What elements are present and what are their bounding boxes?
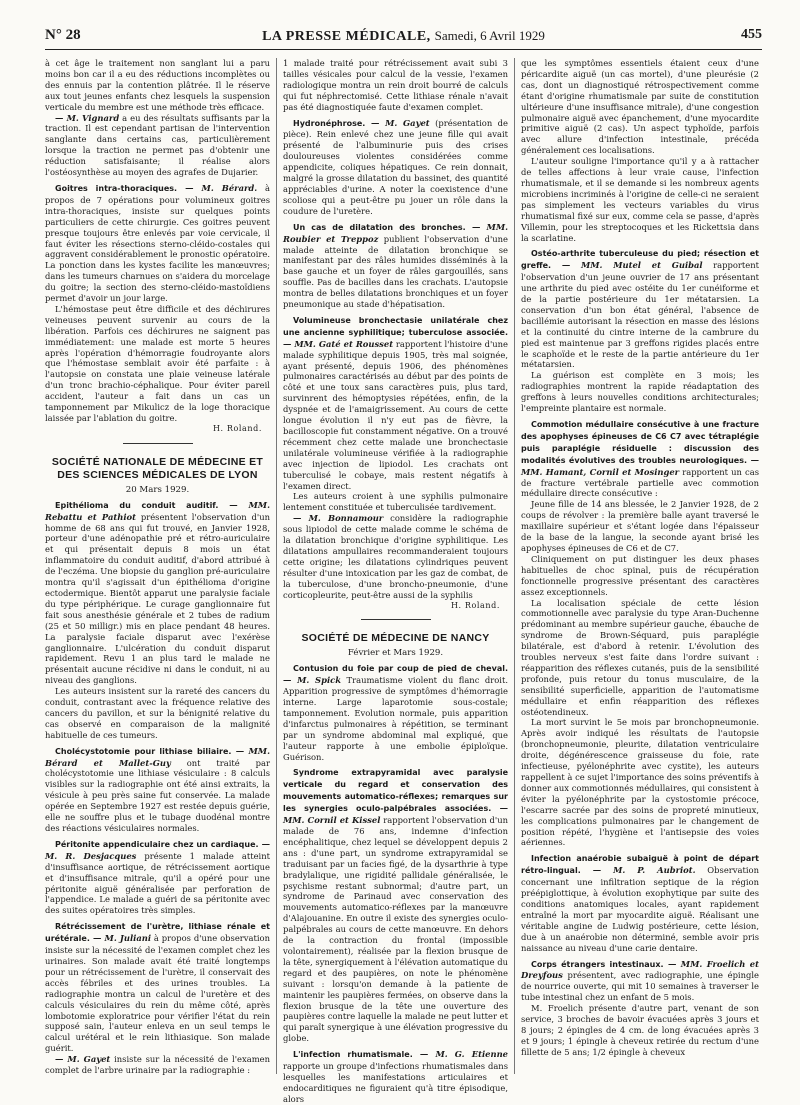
article (283, 767, 508, 1044)
paragraph: M. Froelich présente d'autre part, venant de son service, 3 broches de bavoir évacuées après 3 jours et 8 jours; 2 épingles de 4 cm. de long évacuées après 3 et 9 jours; 1 épingle à cheveux retirée du rectum d'une fillette de 5 ans; 1/2 épingle à cheveux (521, 1003, 759, 1057)
body-text: rapportent l'observation d'un jeune ouvrier de 17 ans présentant une arthrite du pied avec ostéite du 1er cunéiforme et de la partie postérieure du 1er métatarsien. La conservation d'un bon état général, l'absence de bacillémie autorisant la résection en masse des lésions et la continuité du cintre interne de la cambrure du pied est maintenue par 3 greffons rigides placés entre le scaphoïde et le reste de la partie antérieure du 1er métatarsien. (521, 260, 760, 370)
author: — MM. Roubier et Treppoz (283, 221, 509, 244)
author: — M. R. Desjacques (45, 838, 270, 861)
article (45, 839, 270, 916)
article (283, 1049, 508, 1105)
paragraph: Cliniquement on put distinguer les deux phases habituelles de choc spinal, puis de récupération fonctionnelle progressive présentant des caractères assez exceptionnels. (521, 553, 759, 597)
body-text: considère la radiographie sous lipiodol de cette malade comme le schéma de la dilatation bronchique d'origine syphilitique. Les dilatations ampullaires recommanderaient toujours cette origine; les dilatations cylindriques peuvent résulter d'une intoxication par les gaz de combat, de la tuberculose, d'une broncho-pneumonie, d'une corticopleurite, peut-être aussi de la syphilis (283, 513, 508, 600)
article (283, 663, 508, 762)
article-title: Volumineuse bronchectasie unilatérale chez une ancienne syphilitique; tuberculose associée. (283, 315, 508, 337)
paragraph: Jeune fille de 14 ans blessée, le 2 Janvier 1928, de 2 coups de révolver : la première balle ayant traversé le maxillaire supérieur et s'étant logée dans l'épaisseur de la base de la langue, la seconde ayant brisé les apophyses épineuses de C6 et de C7. (521, 499, 759, 553)
paragraph (45, 1054, 270, 1076)
article-title: Goitres intra-thoraciques. (55, 183, 178, 193)
issue-number: N° 28 (45, 27, 81, 43)
article (521, 248, 759, 370)
article (283, 315, 508, 492)
journal-name: LA PRESSE MÉDICALE, (262, 29, 431, 44)
paragraph: 1 malade traité pour rétrécissement avait subi 3 tailles vésicales pour calcul de la vessie, l'examen radiologique montra un rein droit bourré de calculs qui fut néphrectomisé. Cette lithiase rénale n'avait pas été diagnostiquée faute d'examen complet. (283, 58, 508, 112)
author: — MM. Cornil et Kissel (283, 803, 508, 826)
author: — M. Spick (283, 675, 342, 686)
author: — MM. Froelich et Dreyfous (521, 958, 759, 981)
body-text: présente 1 malade atteint d'insuffisance aortique, de rétrécissement aortique et d'insuffisance mitrale, qu'il a opéré pour une péritonite aiguë généralisée par perforation de l'appendice. Le malade a guéri de sa péritonite avec des suites opératoires très simples. (45, 850, 270, 916)
author: — M. Bonnamour (293, 513, 384, 524)
author: — MM. Bérard et Mallet-Guy (45, 745, 270, 768)
journal-title (45, 28, 762, 45)
body-text: présentent l'observation d'un homme de 68 ans qui fut trouvé, en Janvier 1928, porteur d'une adénopathie pré et rétro-auriculaire et qui présentait depuis 8 mois un état inflammatoire du conduit auditif, d'abord attribué à de l'eczéma. Une biopsie du ganglion pré-auriculaire montra qu'il s'agissait d'un épithélioma d'origine ectodermique. Bientôt apparut une paralysie faciale du type périphérique. Le curage ganglionnaire fut fait sous anesthésie générale et 2 tubes de radium (25 et 50 milligr.) mis en place pendant 48 heures. La paralysie faciale disparut avec l'exérèse ganglionnaire. L'ulcération du conduit disparut rapidement. Revu 1 an plus tard le malade ne présentait aucune récidive ni dans le conduit, ni au niveau des ganglions. (45, 511, 270, 686)
body-text: rapporte un groupe d'infections rhumatismales dans lesquelles les manifestations articulaires et endocarditiques ne figuraient qu'à titre épisodique, alors (283, 1061, 508, 1104)
author: — MM. Rebattu et Pathiot (45, 499, 270, 522)
author: — M. Gayet (55, 1054, 111, 1065)
signature: H. Roland. (212, 423, 262, 433)
author: — M. Juliani (89, 933, 152, 944)
body-text: Observation concernant une infiltration septique de la région préépiglottique, à évolution exophytique par suite des conditions anatomiques locales, ayant rapidement entraîné la mort par myocardite aiguë. Réalisant une véritable angine de Ludwig postérieure, cette lésion, due à un anaérobie non déterminé, semble avoir pris naissance au niveau d'une carie dentaire. (521, 865, 759, 953)
paragraph: La mort survint le 5e mois par bronchopneumonie. Après avoir indiqué les résultats de l'autopsie (bronchopneumonie, pleurite, dilatation ventriculaire droite, dégénérescence graisseuse du foie, rate infectieuse, pyélonéphrite avec cystite), les auteurs rappellent à ce sujet l'importance des soins préventifs à donner aux commotionnés médullaires, qui consistent à éviter la pyélonéphrite par la cystostomie précoce, l'escarre sacrée par des soins de propreté minutieux, les complications pulmonaires par le changement de position répété, l'hygiène et l'antisepsie des voies aériennes. (521, 717, 759, 848)
article-title: Commotion médullaire consécutive à une fracture des apophyses épineuses de C6 C7 avec tétraplégie puis paraplégie résiduelle : discussion des modalités évolutives des troubles neurologiques. (521, 420, 759, 465)
author: — MM. Gaté et Rousset (283, 338, 394, 349)
body-text: publient l'observation d'une malade atteinte de dilatation bronchique se manifestant par des râles humides disséminés à la base gauche et un foyer de râles gargouillés, sans souffle. Pas de bacilles dans les crachats. L'autopsie montra de belles dilatations bronchiques et un foyer pneumonique au stade d'hépatisation. (283, 233, 508, 310)
paragraph: que les symptômes essentiels étaient ceux d'une péricardite aiguë (un cas mortel), d'une pleurésie (2 cas, dont un diagnostiqué rétrospectivement comme étant d'origine rhumatismale par suite de constitution ultérieure d'une insuffisance mitrale), d'une congestion pulmonaire aiguë avec épanchement, d'une myocardite primitive aiguë (2 cas). Un aspect typhoïde, parfois avec allure d'infection intestinale, précéda généralement ces localisations. (521, 58, 759, 156)
column-1 (45, 58, 270, 1082)
body-text: rapportent un cas de fracture vertébrale partielle avec commotion médullaire directe consécutive : (521, 466, 760, 499)
article (521, 959, 759, 1004)
author: — MM. Hamant, Cornil et Mosinger (521, 454, 760, 477)
column-divider (514, 58, 515, 1074)
article (45, 746, 270, 834)
paragraph: Les auteurs croient à une syphilis pulmonaire lentement constituée et tuberculisée tardivement. (283, 491, 508, 513)
paragraph: à cet âge le traitement non sanglant lui a paru moins bon car il a eu des réductions incomplètes ou des ennuis par la contention plâtrée. Il le réserve aux tout jeunes enfants chez lesquels la suspension verticale du membre est une méthode très efficace. (45, 58, 270, 112)
body-text: (présentation de pièce). Rein enlevé chez une jeune fille qui avait présenté de l'albuminurie puis des crises douloureuses violentes considérées comme appendicite, coliques hépatiques. Ce rein donnait, malgré la grosse dilatation du bassinet, des quantité appréciables d'urine. A noter la coexistence d'une scoliose qui a peut-être pu jouer un rôle dans la coudure de l'uretère. (283, 117, 509, 216)
article (283, 222, 508, 310)
body-text: rapportent l'histoire d'une malade syphilitique depuis 1905, très mal soignée, ayant présenté, depuis 1906, des phénomènes pulmonaires caractérisés au début par des points de côté et une toux sans caractères puis, plus tard, survinrent des hémoptysies répétées, enfin, de la dyspnée et de l'amaigrissement. Au cours de cette longue évolution il n'y eut pas de fièvre, la bacilloscopie fut constamment négative. On a trouvé récemment chez cette malade une bronchectasie unilatérale volumineuse vérifiée à la radiographie avec injection de lipiodol. Les crachats ont tuberculisé le cobaye, mais restent négatifs à l'examen direct. (283, 338, 508, 491)
body-text: insiste sur la nécessité de l'examen complet de l'arbre urinaire par la radiographie : (45, 1054, 270, 1076)
issue-date: Samedi, 6 Avril 1929 (434, 28, 545, 43)
body-text: ont traité par cholécystotomie une lithiase vésiculaire : 8 calculs visibles sur la radiographie ont été ainsi extraits, la vésicule à peu près saine fut conservée. La malade opérée en Septembre 1927 est restée depuis guérie, elle ne souffre plus et le tubage duodénal montre des réactions vésiculaires normales. (45, 757, 270, 833)
paragraph: La guérison est complète en 3 mois; les radiographies montrent la rapide réadaptation des greffons à leurs nouvelles conditions architecturales; l'empreinte plantaire est normale. (521, 370, 759, 414)
paragraph (283, 513, 508, 600)
article-title: Epithélioma du conduit auditif. (55, 500, 219, 510)
body-text: rapportent l'observation d'un malade de 76 ans, indemne d'infection encéphalitique, chez lequel se développent depuis 2 ans : d'une part, un syndrome extrapyramidal se traduisant par un facies figé, de la dysarthrie à type bradylalique, une rigidité pallidale généralisée, le psychisme restant subnormal; d'autre part, un syndrome de Parinaud avec conservation des mouvements automatico-réflexes par la manœuvre d'Alajouanine. En outre il existe des synergies oculo-palpébrales au cours de cette manœuvre. En dehors de la contraction du frontal (impossible volontairement), réalisée par la flexion brusque de la tête, synergiquement à l'élévation automatique du regard et des paupières, on note le phénomène suivant : lorsqu'on demande à la patiente de maintenir les paupières fermées, on observe dans la flexion brusque de la tête une ouverture des paupières contre laquelle la malade ne peut lutter et qui paraît synergique à une élévation progressive du globe. (283, 815, 508, 1044)
paragraph: L'auteur souligne l'importance qu'il y a à rattacher de telles affections à leur vraie cause, l'infection rhumatismale, et il se demande si les nombreux agents microbiens incriminés à l'origine de celle-ci ne seraient pas simplement les vecteurs variables du virus rhumatismal fixé sur eux, comme cela se passe, d'après Villemin, pour les streptocoques et les Rickettsia dans la scarlatine. (521, 156, 759, 243)
society-heading: SOCIÉTÉ DE MÉDECINE DE NANCY (301, 632, 490, 645)
page-number: 455 (741, 27, 762, 42)
separator-rule (123, 443, 193, 444)
article (45, 500, 270, 686)
article-title: Hydronéphrose. (293, 118, 366, 128)
article-title: Contusion du foie par coup de pied de cheval. (293, 664, 508, 674)
author: — MM. Mutel et Guibal (551, 260, 703, 271)
article-title: Ostéo-arthrite tuberculeuse du pied; résection et greffe. (521, 249, 759, 271)
body-text: Traumatisme violent du flanc droit. Apparition progressive de symptômes d'hémorragie interne. Large laparotomie sous-costale; tamponnement. Evolution normale, puis apparition d'infarctus pulmonaires à répétition, se terminant par un syndrome abdominal mal expliqué, que l'auteur rapporte à une embolie épiploïque. Guérison. (283, 675, 508, 762)
separator-rule (361, 619, 431, 620)
author: — M. G. Etienne (412, 1049, 509, 1060)
page-header (45, 27, 762, 50)
signature: H. Roland. (450, 600, 500, 610)
session-date: Février et Mars 1929. (347, 648, 444, 659)
article-title: Cholécystotomie pour lithiase biliaire. (55, 746, 232, 756)
author: — M. Gayet (365, 117, 430, 128)
session-date: 20 Mars 1929. (125, 484, 190, 495)
article (45, 183, 270, 304)
article-title: Corps étrangers intestinaux. (531, 959, 664, 969)
column-2 (283, 58, 509, 1104)
article-title: Rétrécissement de l'urètre, lithiase rénale et urétérale. (45, 922, 270, 944)
society-heading: SOCIÉTÉ NATIONALE DE MÉDECINE ET DES SCIENCES MÉDICALES DE LYON (51, 455, 264, 481)
article-title: L'infection rhumatismale. (293, 1050, 413, 1060)
article (521, 419, 759, 499)
article-title: Un cas de dilatation des bronches. (293, 222, 466, 232)
author: — M. Bérard. (177, 182, 258, 193)
author: — M. P. Aubriot. (580, 865, 696, 876)
article (521, 853, 759, 953)
body-text: présentent, avec radiographie, une épingle de nourrice ouverte, qui mit 10 semaines à traverser le tube intestinal chez un enfant de 5 mois. (521, 970, 759, 1003)
article (45, 921, 270, 1054)
author: — M. Vignard (55, 112, 120, 123)
paragraph (45, 113, 270, 178)
column-divider (276, 58, 277, 1074)
paragraph: L'hémostase peut être difficile et des déchirures veineuses peuvent survenir au cours de la libération. Parfois ces déchirures ne saignent pas immédiatement: une malade est morte 5 heures après l'opération d'hémorragie foudroyante alors que l'hémostase semblait avoir été parfaite : à l'autopsie on constata une plaie veineuse latérale d'un tronc brachio-céphalique. Pour éviter pareil accident, l'auteur a fait dans un cas un tamponnement par Mikulicz de la loge thoracique laissée par l'ablation du goitre. (45, 303, 270, 423)
paragraph: La localisation spéciale de cette lésion commotionnelle avec paralysie du type Aran-Duchenne prédominant au membre supérieur gauche, ébauche de syndrome de Brown-Séquard, puis paraplégie bilatérale, est d'abord à retenir. L'évolution des troubles nerveux s'est faite dans l'ordre suivant : réapparition des réflexes cutanés, puis de la sensibilité profonde, puis retour du tonus musculaire, de la sensibilité superficielle, apparition de l'automatisme médullaire et enfin réapparition des réflexes ostéotendineux. (521, 597, 759, 717)
column-3 (521, 58, 759, 1082)
body-text: à propos de 7 opérations pour volumineux goitres intra-thoraciques, insiste sur quelques points particuliers de cette chirurgie. Ces goitres peuvent presque toujours être enlevés par voie cervicale, il faut éviter les résections sterno-cléido-costales qui aggravent considérablement le pronostic opératoire. La ponction dans les kystes facilite les manœuvres; dans les tumeurs charnues on s'aidera du morcelage du goitre; la section des sterno-cléido-mastoïdiens permet d'avoir un jour large. (45, 182, 270, 304)
body-text: à propos d'une observation insiste sur la nécessité de l'examen complet chez les urinaires. Son malade avait été traité longtemps pour un rétrécissement de l'urètre, il conservait des accès fébriles et des urines troubles. La radiographie montra un calcul de l'uretère et des calculs vésiculaires du rein du même côté, après lombotomie exploratrice pour vérifier l'état du rein supposé sain, l'auteur enleva en un seul temps le calcul urétéral et le rein lithiasique. Son malade guérit. (45, 933, 270, 1054)
body-text: a eu des résultats suffisants par la traction. Il est cependant partisan de l'intervention sanglante dans certains cas, particulièrement lorsque la traction ne permet pas d'obtenir une réduction satisfaisante; il réalise alors l'ostéosynthèse au moyen des agrafes de Dujarier. (45, 112, 270, 178)
article-title: Infection anaérobie subaiguë à point de départ rétro-lingual. (521, 854, 759, 876)
article (283, 118, 508, 217)
article-title: Syndrome extrapyramidal avec paralysie verticale du regard et conservation des mouvements automatico-réflexes; remarques sur les synergies oculo-palpébrales associées. (283, 768, 508, 814)
article-title: Péritonite appendiculaire chez un cardiaque. (55, 839, 259, 849)
paragraph: Les auteurs insistent sur la rareté des cancers du conduit, contrastant avec la fréquence relative des cancers du pavillon, et sur la bénignité relative du cas observé en comparaison de la malignité habituelle de ces tumeurs. (45, 686, 270, 740)
